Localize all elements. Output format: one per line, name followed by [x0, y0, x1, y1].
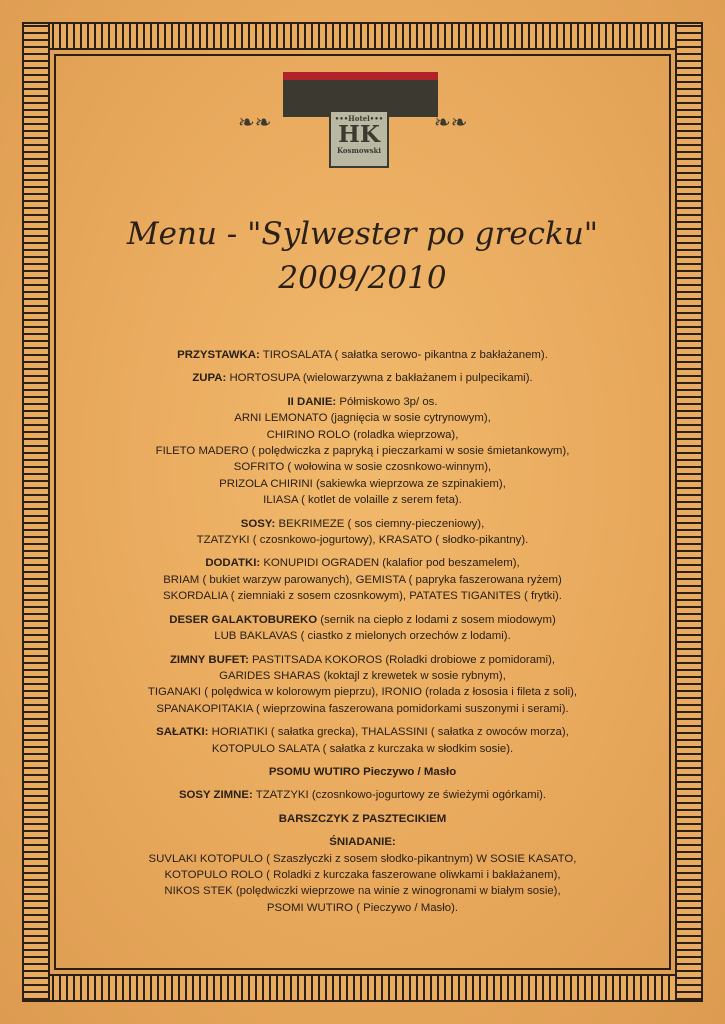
logo-red-stripe: [283, 72, 438, 80]
section-label: SAŁATKI:: [156, 726, 209, 739]
logo-badge: [329, 110, 389, 168]
menu-section: [80, 834, 645, 916]
section-label: PSOMU WUTIRO Pieczywo / Masło: [268, 765, 457, 778]
menu-line: [80, 347, 645, 363]
menu-section: [80, 764, 645, 780]
logo-name-text: Kosmowski: [336, 146, 382, 155]
section-text: SPANAKOPITAKIA ( wieprzowina faszerowana pomidorkami suszonymi i serami).: [156, 702, 569, 715]
section-text: GARIDES SHARAS (koktajl z krewetek w sosie rybnym),: [219, 669, 506, 682]
swirl-left-icon: ❧❧: [238, 110, 272, 134]
menu-line: [80, 394, 645, 410]
section-label: ZUPA:: [192, 372, 227, 385]
menu-line: [80, 628, 645, 644]
menu-line: [80, 370, 645, 386]
menu-section: [80, 612, 645, 645]
menu-line: [80, 851, 645, 867]
menu-line: [80, 684, 645, 700]
section-text: (sernik na ciepło z lodami z sosem miodowym): [317, 613, 556, 626]
menu-line: [80, 764, 645, 780]
section-text: LUB BAKLAVAS ( ciastko z mielonych orzechów z lodami).: [214, 630, 511, 643]
greek-key-border-bottom: [22, 974, 703, 1002]
menu-line: [80, 701, 645, 717]
section-text: ILIASA ( kotlet de volaille z serem feta).: [263, 494, 462, 507]
menu-section: [80, 394, 645, 509]
section-text: HORIATIKI ( sałatka grecka), THALASSINI ( sałatka z owoców morza),: [208, 726, 569, 739]
section-text: BEKRIMEZE ( sos ciemny-pieczeniowy),: [275, 517, 485, 530]
section-text: TZATZYKI (czosnkowo-jogurtowy ze świeżymi ogórkami).: [252, 789, 547, 802]
menu-line: [80, 900, 645, 916]
logo-hotel-text: •••Hotel•••: [334, 114, 384, 123]
title-line-2: 2009/2010: [278, 260, 447, 296]
menu-line: [80, 410, 645, 426]
section-text: NIKOS STEK (polędwiczki wieprzowe na winie z winogronami w białym sosie),: [164, 885, 561, 898]
menu-line: [80, 492, 645, 508]
section-label: ZIMNY BUFET:: [169, 653, 249, 666]
section-label: DODATKI:: [205, 557, 261, 570]
hotel-logo: [236, 70, 486, 172]
menu-line: [80, 834, 645, 850]
menu-line: [80, 459, 645, 475]
greek-key-border-top: [22, 22, 703, 50]
section-text: TIROSALATA ( sałatka serowo- pikantna z bakłażanem).: [259, 349, 548, 361]
menu-section: [80, 516, 645, 549]
menu-line: [80, 555, 645, 571]
menu-title: [60, 212, 665, 300]
menu-line: [80, 516, 645, 532]
section-text: TIGANAKI ( polędwica w kolorowym pieprzu), IRONIO (rolada z łososia i fileta z soli),: [147, 686, 578, 699]
menu-line: [80, 741, 645, 757]
greek-key-border-left: [22, 22, 50, 1002]
menu-line: [80, 443, 645, 459]
section-text: HORTOSUPA (wielowarzywna z bakłażanem i pulpecikami).: [226, 372, 533, 385]
menu-line: [80, 811, 645, 827]
section-text: SOFRITO ( wołowina w sosie czosnkowo-winnym),: [233, 461, 492, 474]
menu-line: [80, 867, 645, 883]
section-text: KOTOPULO SALATA ( sałatka z kurczaka w słodkim sosie).: [211, 742, 514, 755]
section-label: PRZYSTAWKA:: [177, 349, 260, 361]
section-label: ŚNIADANIE:: [329, 836, 396, 849]
section-text: KOTOPULO ROLO ( Roladki z kurczaka faszerowane oliwkami i bakłażanem),: [164, 868, 561, 881]
section-text: PRIZOLA CHIRINI (sakiewka wieprzowa ze szpinakiem),: [219, 477, 506, 490]
menu-line: [80, 652, 645, 668]
section-label: BARSZCZYK Z PASZTECIKIEM: [278, 812, 447, 825]
menu-section: [80, 555, 645, 604]
menu-section: [80, 787, 645, 803]
section-label: SOSY:: [240, 517, 276, 530]
section-text: SKORDALIA ( ziemniaki z sosem czosnkowym), PATATES TIGANITES ( frytki).: [163, 590, 562, 603]
menu-line: [80, 883, 645, 899]
section-label: II DANIE:: [287, 395, 337, 408]
section-text: FILETO MADERO ( polędwiczka z papryką i pieczarkami w sosie śmietankowym),: [155, 445, 570, 458]
menu-content: [80, 347, 645, 923]
menu-line: [80, 572, 645, 588]
section-text: CHIRINO ROLO (roladka wieprzowa),: [266, 428, 459, 441]
title-line-1: Menu - "Sylwester po grecku": [126, 216, 599, 252]
menu-section: [80, 811, 645, 827]
menu-line: [80, 787, 645, 803]
menu-section: [80, 724, 645, 757]
section-text: KONUPIDI OGRADEN (kalafior pod beszamelem),: [260, 557, 520, 570]
menu-line: [80, 588, 645, 604]
menu-line: [80, 724, 645, 740]
logo-initials: HK: [338, 121, 380, 148]
section-label: SOSY ZIMNE:: [178, 789, 253, 802]
section-text: SUVLAKI KOTOPULO ( Szaszłyczki z sosem słodko-pikantnym) W SOSIE KASATO,: [148, 852, 577, 865]
section-label: DESER GALAKTOBUREKO: [169, 613, 318, 626]
greek-key-border-right: [675, 22, 703, 1002]
section-text: ARNI LEMONATO (jagnięcia w sosie cytrynowym),: [234, 412, 491, 425]
section-text: Półmiskowo 3p/ os.: [336, 395, 438, 408]
swirl-right-icon: ❧❧: [434, 110, 468, 134]
section-text: PASTITSADA KOKOROS (Roladki drobiowe z pomidorami),: [248, 653, 556, 666]
menu-line: [80, 427, 645, 443]
section-text: TZATZYKI ( czosnkowo-jogurtowy), KRASATO ( słodko-pikantny).: [196, 534, 529, 547]
menu-line: [80, 668, 645, 684]
section-text: PSOMI WUTIRO ( Pieczywo / Masło).: [266, 901, 459, 914]
menu-line: [80, 612, 645, 628]
menu-section: [80, 347, 645, 363]
menu-line: [80, 532, 645, 548]
section-text: BRIAM ( bukiet warzyw parowanych), GEMISTA ( papryka faszerowana ryżem): [163, 573, 562, 586]
menu-section: [80, 652, 645, 718]
menu-section: [80, 370, 645, 386]
menu-line: [80, 476, 645, 492]
